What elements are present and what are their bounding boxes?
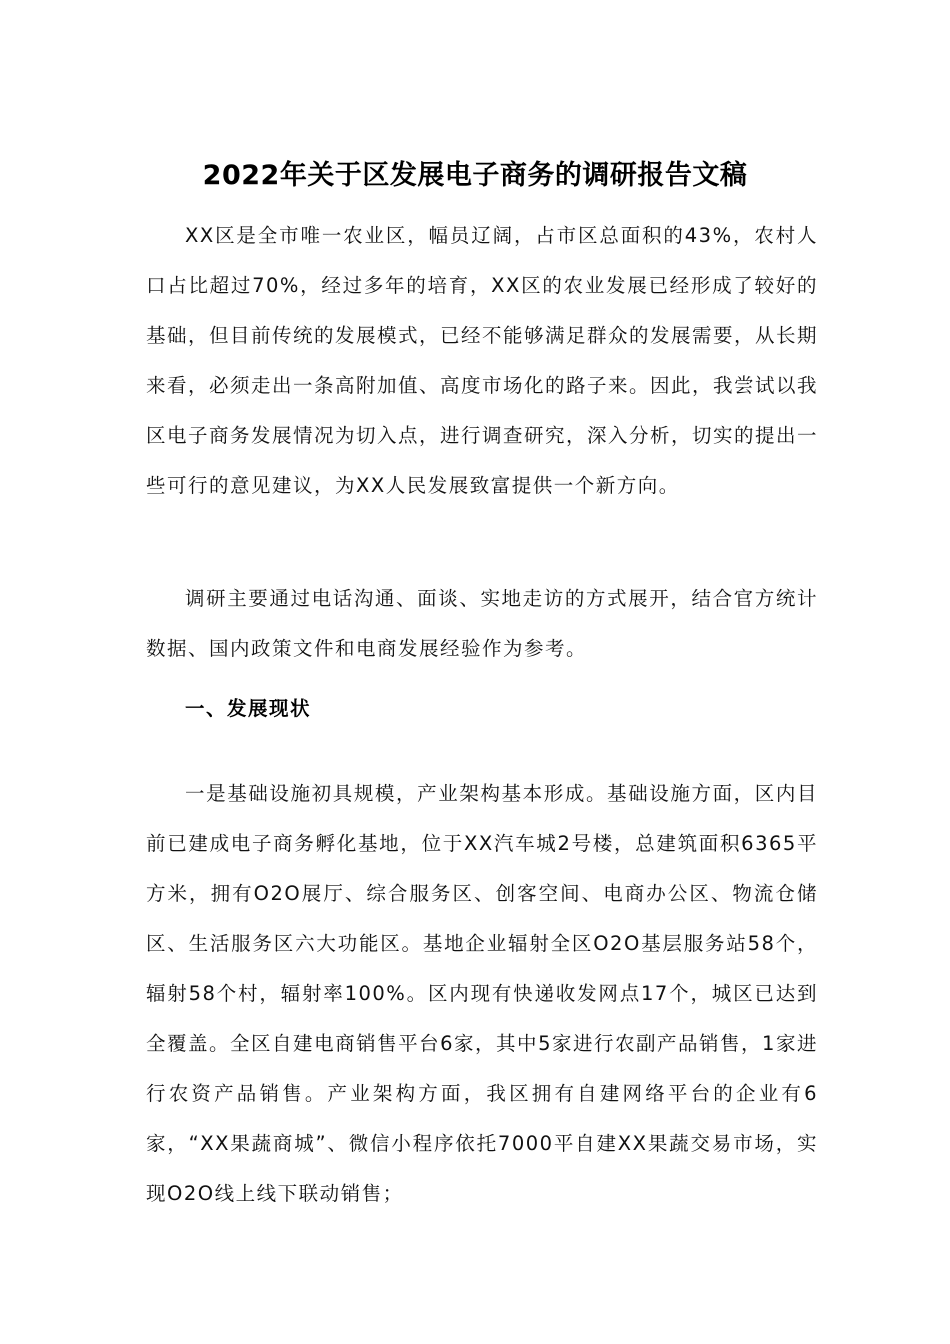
method-paragraph: 调研主要通过电话沟通、面谈、实地走访的方式展开，结合官方统计数据、国内政策文件和电商发展经验作为参考。 (146, 587, 818, 660)
section-paragraph: 一是基础设施初具规模，产业架构基本形成。基础设施方面，区内目前已建成电子商务孵化基地，位于XX汽车城2号楼，总建筑面积6365平方米，拥有O2O展厅、综合服务区、创客空间、电商办公区、物流仓储区、生活服务区六大功能区。基地企业辐射全区O2O基层服务站58个，辐射58个村，辐射率100%。区内现有快递收发网点17个，城区已达到全覆盖。全区自建电商销售平台6家，其中5家进行农副产品销售，1家进行农资产品销售。产业架构方面，我区拥有自建网络平台的企业有6家，“XX果蔬商城”、微信小程序依托7000平自建XX果蔬交易市场，实现O2O线上线下联动销售； (146, 782, 818, 1205)
intro-paragraph: XX区是全市唯一农业区，幅员辽阔，占市区总面积的43%，农村人口占比超过70%，经过多年的培育，XX区的农业发展已经形成了较好的基础，但目前传统的发展模式，已经不能够满足群众的发展需要，从长期来看，必须走出一条高附加值、高度市场化的路子来。因此，我尝试以我区电子商务发展情况为切入点，进行调查研究，深入分析，切实的提出一些可行的意见建议，为XX人民发展致富提供一个新方向。 (146, 224, 819, 497)
document-title: 2022年关于区发展电子商务的调研报告文稿 (202, 160, 748, 191)
section-heading: 一、发展现状 (185, 697, 312, 720)
